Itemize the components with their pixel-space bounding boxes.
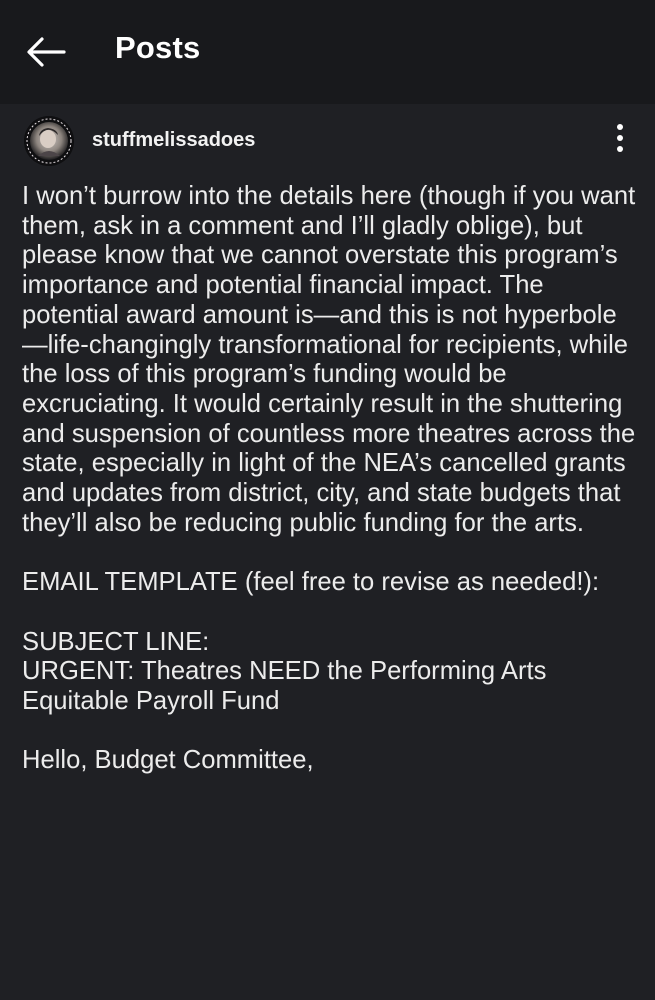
email-template-heading: EMAIL TEMPLATE (feel free to revise as needed!): [22,568,600,597]
top-navigation-bar [0,0,655,104]
post-panel [0,104,655,1000]
subject-line-text: URGENT: Theatres NEED the Performing Arts Equitable Payroll Fund [22,657,554,715]
paragraph-gap [22,717,637,747]
page-title: Posts [115,30,201,65]
paragraph-gap [22,598,637,628]
arrow-left-icon[interactable] [24,34,66,70]
post-caption [22,182,643,776]
post-username[interactable]: stuffmelissadoes [92,129,256,151]
email-greeting: Hello, Budget Committee, [22,746,314,775]
profile-avatar[interactable] [24,116,74,166]
caption-paragraph: I won’t burrow into the details here (though if you want them, ask in a comment and I’ll gladly oblige), but please know that we cannot overstate this program’s importance and potential financial impact. The potential award amount is—and this is not hyperbole—life-changingly transformational for recipients, while the loss of this program’s funding would be excruciating. It would certainly result in the shuttering and suspension of countless more theatres across the state, especially in light of the NEA’s cancelled grants and updates from district, city, and state budgets that they’ll also be reducing public funding for the arts. [22,182,643,537]
subject-line-heading: SUBJECT LINE: [22,627,210,656]
more-vertical-icon[interactable] [608,120,632,156]
paragraph-gap [22,538,637,568]
post-header [0,104,655,176]
